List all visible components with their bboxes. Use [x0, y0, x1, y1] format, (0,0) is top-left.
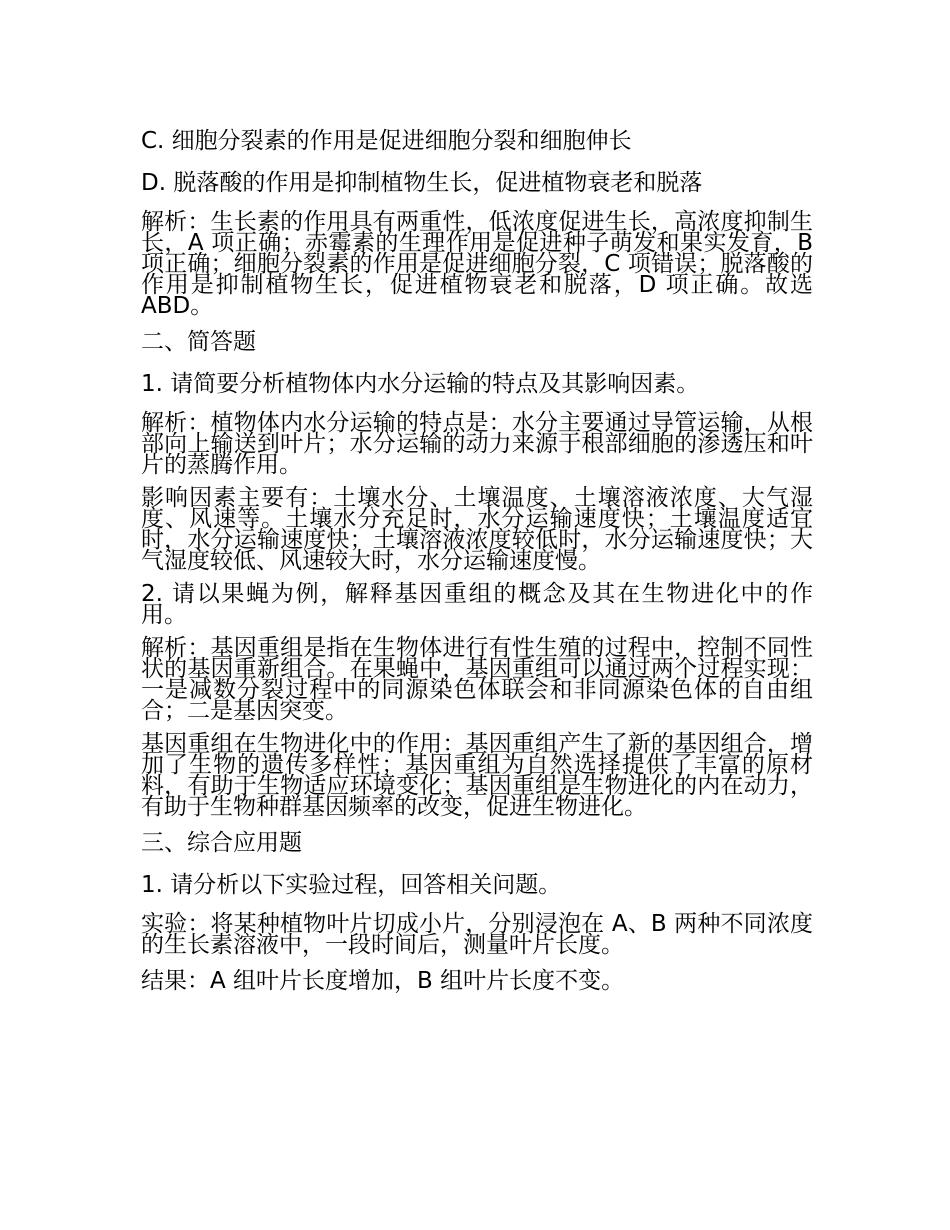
section-heading-application: 三、综合应用题 — [141, 830, 302, 856]
analysis-paragraph: 解析：基因重组是指在生物体进行有性生殖的过程中，控制不同性状的基因重新组合。在果蝇中，基因重组可以通过两个过程实现：一是减数分裂过程中的同源染色体联会和非同源染色体的自由组合；二是基因突变。 — [141, 635, 813, 724]
analysis-paragraph: 解析：生长素的作用具有两重性，低浓度促进生长，高浓度抑制生长，A 项正确；赤霉素的生理作用是促进种子萌发和果实发育，B 项正确；细胞分裂素的作用是促进细胞分裂，C 项错误；脱落酸的作用是抑制植物生长，促进植物衰老和脱落，D 项正确。故选 ABD。 — [141, 209, 813, 319]
factors-paragraph: 影响因素主要有：土壤水分、土壤温度、土壤溶液浓度、大气湿度、风速等。土壤水分充足时，水分运输速度快；土壤温度适宜时，水分运输速度快；土壤溶液浓度较低时，水分运输速度快；大气湿度较低、风速较大时，水分运输速度慢。 — [141, 485, 813, 574]
question-2: 2. 请以果蝇为例，解释基因重组的概念及其在生物进化中的作用。 — [141, 581, 813, 628]
question-1: 1. 请简要分析植物体内水分运输的特点及其影响因素。 — [141, 371, 700, 397]
analysis-paragraph: 解析：植物体内水分运输的特点是：水分主要通过导管运输，从根部向上输送到叶片；水分运输的动力来源于根部细胞的渗透压和叶片的蒸腾作用。 — [141, 410, 813, 478]
section-heading-short-answer: 二、简答题 — [141, 329, 256, 355]
option-c: C. 细胞分裂素的作用是促进细胞分裂和细胞伸长 — [141, 128, 632, 154]
option-d: D. 脱落酸的作用是抑制植物生长，促进植物衰老和脱落 — [141, 170, 703, 196]
result-paragraph: 结果：A 组叶片长度增加，B 组叶片长度不变。 — [141, 968, 625, 994]
question-1-application: 1. 请分析以下实验过程，回答相关问题。 — [141, 872, 562, 898]
experiment-paragraph: 实验：将某种植物叶片切成小片，分别浸泡在 A、B 两种不同浓度的生长素溶液中，一段时间后，测量叶片长度。 — [141, 911, 813, 958]
evolution-role-paragraph: 基因重组在生物进化中的作用：基因重组产生了新的基因组合，增加了生物的遗传多样性；基因重组为自然选择提供了丰富的原材料，有助于生物适应环境变化；基因重组是生物进化的内在动力，有助于生物种群基因频率的改变，促进生物进化。 — [141, 731, 813, 820]
document-page — [141, 125, 813, 998]
